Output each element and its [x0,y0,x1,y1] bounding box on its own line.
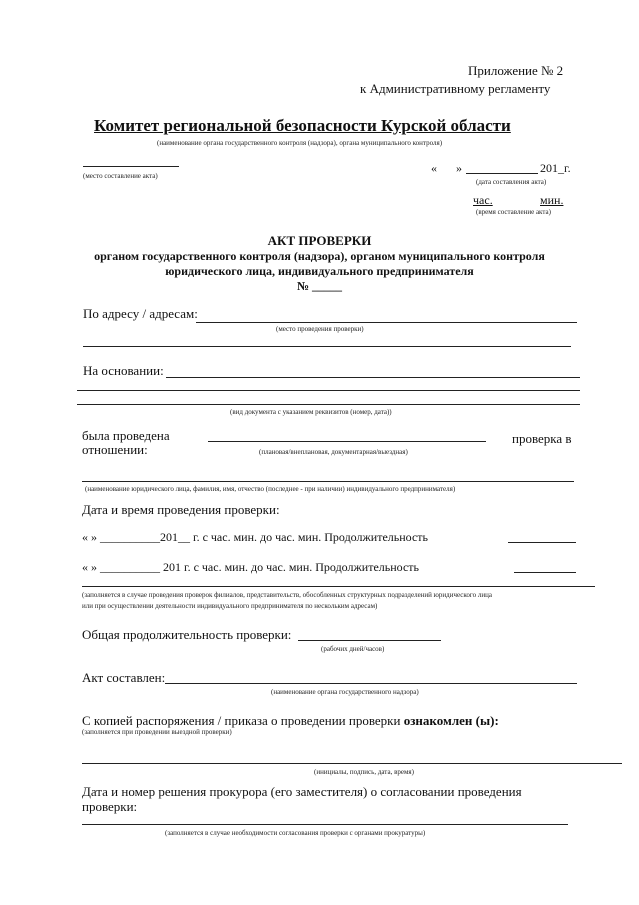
prosecutor-line[interactable] [82,824,568,825]
total-duration-caption: (рабочих дней/часов) [321,645,385,653]
prosecutor-label-1: Дата и номер решения прокурора (его заместителя) о согласовании проведения [82,784,522,799]
authority-name: Комитет региональной безопасности Курской области [94,116,511,135]
date-quote-open: « [431,161,437,175]
prosecutor-caption: (заполняется в случае необходимости согласования проверки с органами прокуратуры) [165,829,426,837]
acquainted-text: С копией распоряжения / приказа о проведении проверки [82,713,401,728]
check-type-line[interactable] [208,441,486,442]
relation-label: отношении: [82,442,148,457]
total-duration-line[interactable] [298,640,441,641]
appendix-label: Приложение № 2 [468,63,564,78]
act-subtitle-1: органом государственного контроля (надзора), органом муниципального контроля [94,249,545,263]
date-caption: (дата составления акта) [476,178,547,186]
act-number: № _____ [296,279,343,293]
datetime-row-2: « » __________ 201 г. с час. мин. до час. мин. Продолжительность [82,560,420,574]
date-year: 201_г. [540,161,571,175]
acquainted-line[interactable] [82,763,622,764]
acquainted-bold: ознакомлен (ы): [403,713,499,728]
place-caption: (место составление акта) [83,172,158,180]
duration-line-2[interactable] [514,572,576,573]
basis-label: На основании: [83,363,164,378]
check-type-caption: (плановая/внеплановая, документарная/выездная) [259,448,408,456]
datetime-row-1: « » __________201__ г. с час. мин. до час. мин. Продолжительность [82,530,429,544]
datetime-label: Дата и время проведения проверки: [82,502,280,517]
address-line-2[interactable] [83,346,571,347]
time-hour: час. [473,193,493,207]
basis-caption: (вид документа с указанием реквизитов (номер, дата)) [230,408,392,416]
acquainted-label [82,713,499,729]
address-line-1[interactable] [196,322,577,323]
act-subtitle-2: юридического лица, индивидуального предпринимателя [165,264,474,278]
date-line[interactable] [466,173,538,174]
regulation-label: к Административному регламенту [360,81,551,96]
compiled-caption: (наименование органа государственного надзора) [271,688,419,696]
date-quote-close: » [456,161,462,175]
conducted-label: была проведена [82,428,170,443]
time-caption: (время составление акта) [476,208,551,216]
basis-line-2[interactable] [77,390,580,391]
acquainted-caption: (инициалы, подпись, дата, время) [314,768,414,776]
basis-line-3[interactable] [77,404,580,405]
datetime-line[interactable] [82,586,595,587]
prosecutor-label-2: проверки: [82,799,138,814]
place-line[interactable] [83,166,179,167]
basis-line-1[interactable] [166,377,580,378]
time-min: мин. [540,193,564,207]
compiled-label: Акт составлен: [82,670,166,685]
compiled-line[interactable] [165,683,577,684]
acquainted-note: (заполняется при проведении выездной проверки) [82,728,232,736]
address-caption: (место проведения проверки) [276,325,364,333]
act-title: АКТ ПРОВЕРКИ [267,233,372,248]
entity-line[interactable] [82,481,574,482]
datetime-note-2: или при осуществлении деятельности индивидуального предпринимателя по нескольким адресам) [82,602,378,610]
total-duration-label: Общая продолжительность проверки: [82,627,292,642]
address-label: По адресу / адресам: [83,306,198,321]
authority-caption: (наименование органа государственного контроля (надзора), органа муниципального контроля) [157,139,443,147]
datetime-note-1: (заполняется в случае проведения проверок филиалов, представительств, обособленных структурных подразделений юридического лица [82,591,492,599]
entity-caption: (наименование юридического лица, фамилия, имя, отчество (последнее - при наличии) индивидуального предпринимателя) [85,485,456,493]
duration-line-1[interactable] [508,542,576,543]
check-in-label: проверка в [512,431,572,446]
